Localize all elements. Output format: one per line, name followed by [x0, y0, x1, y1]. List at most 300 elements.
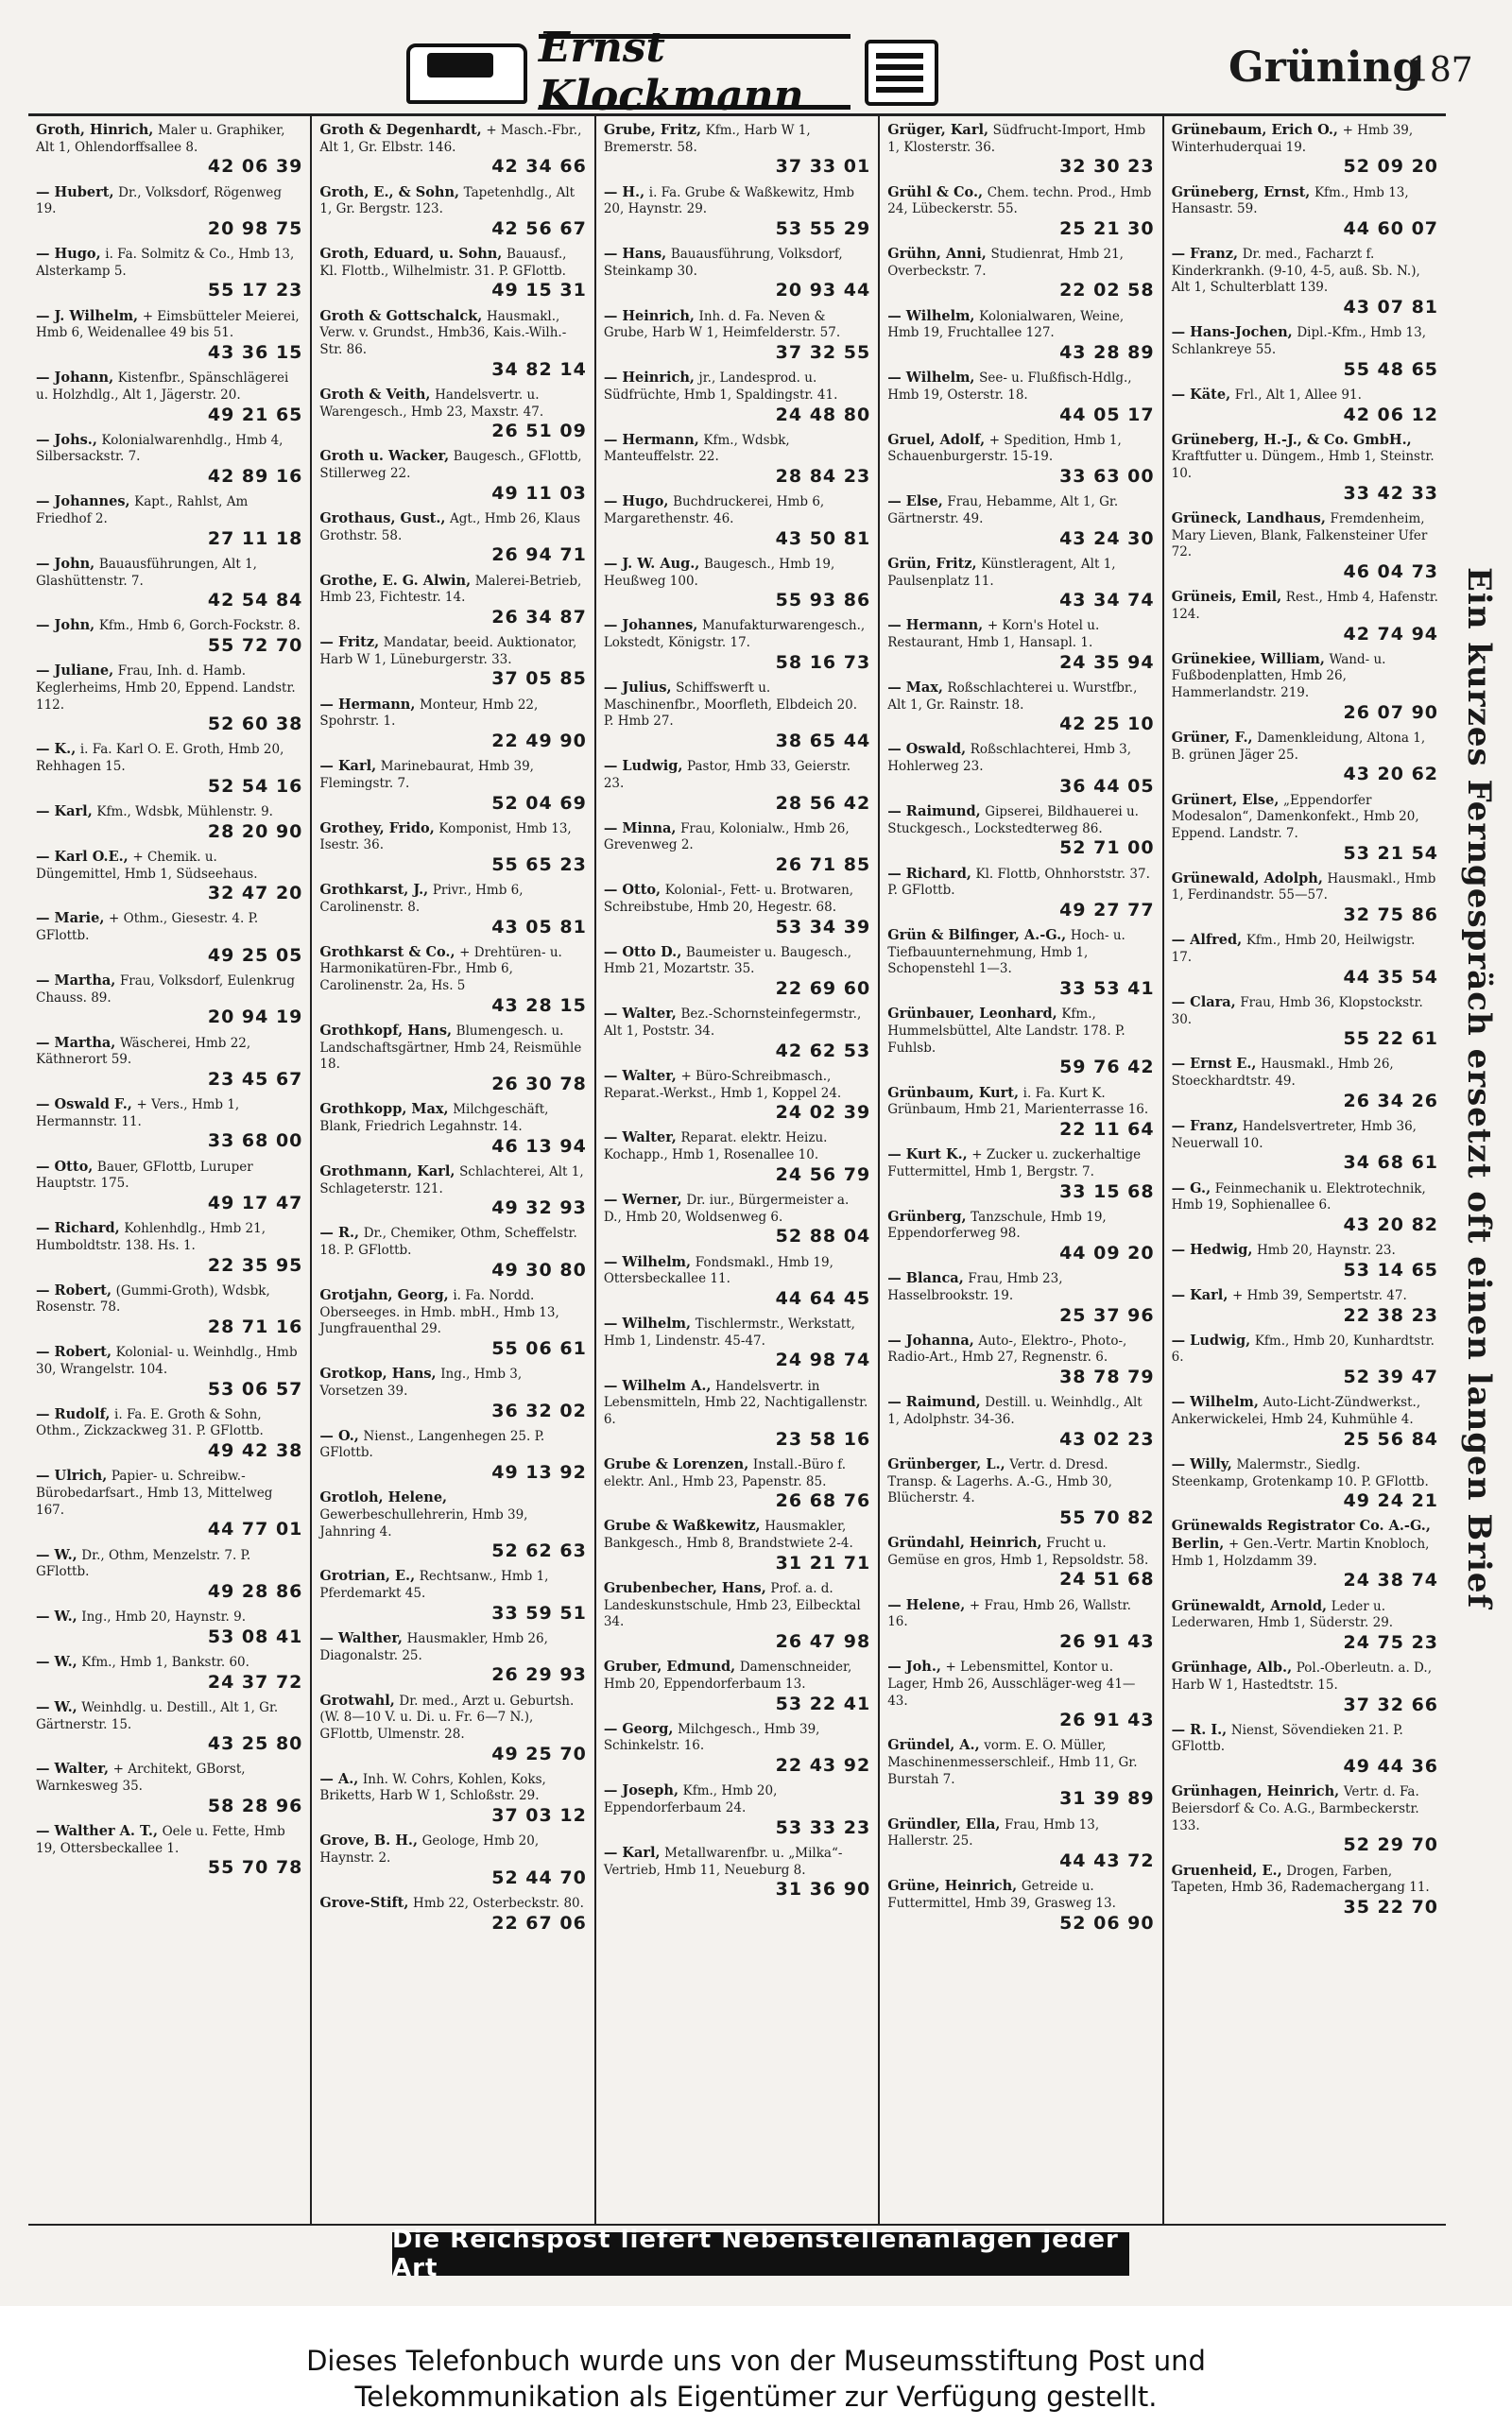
entry-phone: 42 56 67	[491, 217, 587, 239]
entry-name: — W.,	[36, 1653, 77, 1670]
entry-detail: Kfm., Hummelsbüttel, Alte Landstr. 178. P. Fuhlsb.	[887, 1007, 1125, 1056]
entry-name: — Wilhelm,	[887, 307, 975, 324]
entry-phone: 52 04 69	[491, 792, 587, 814]
entry-detail: + Hmb 39, Winterhuderquai 19.	[1171, 123, 1414, 155]
directory-entry	[1172, 432, 1438, 505]
directory-entry	[1172, 1660, 1438, 1716]
directory-entry	[1172, 1242, 1438, 1282]
entry-name: Gruber, Edmund,	[603, 1659, 736, 1676]
entry-name: Groth, E., & Sohn,	[319, 183, 460, 200]
entry-detail: Monteur, Hmb 22, Spohrstr. 1.	[319, 697, 539, 730]
entry-phone: 24 35 94	[1059, 651, 1155, 673]
entry-name: — Walter,	[603, 1006, 677, 1023]
directory-entry	[1172, 994, 1438, 1051]
entry-name: — J. Wilhelm,	[36, 307, 139, 324]
entry-detail: i. Fa. Kurt K. Grünbaum, Hmb 21, Marienterrasse 16.	[887, 1085, 1149, 1118]
entry-name: — H.,	[603, 183, 645, 200]
directory-entry	[887, 432, 1154, 489]
entry-phone: 44 43 72	[1059, 1850, 1155, 1872]
directory-entry	[36, 122, 302, 179]
entry-detail: Bauausf., Kl. Flottb., Wilhelmistr. 31. P. GFlottb.	[319, 247, 567, 279]
directory-entry	[887, 803, 1154, 860]
entry-detail: + Spedition, Hmb 1, Schauenburgerstr. 15-19.	[887, 432, 1122, 465]
entry-name: Gründel, A.,	[887, 1737, 980, 1754]
directory-entry	[319, 1832, 586, 1889]
entry-detail: Frau, Hmb 23, Hasselbrookstr. 19.	[887, 1271, 1063, 1303]
entry-phone: 44 35 54	[1343, 966, 1439, 988]
entry-detail: Kl. Flottb, Ohnhorststr. 37. P. GFlottb.	[887, 866, 1150, 899]
directory-entry	[36, 617, 302, 657]
directory-entry	[1172, 246, 1438, 318]
entry-detail: Kfm., Hmb 20, Kunhardtstr. 6.	[1171, 1333, 1435, 1366]
entry-detail: Install.-Büro f. elektr. Anl., Hmb 23, Papenstr. 85.	[603, 1456, 847, 1489]
entry-detail: Kfm., Wdsbk, Mühlenstr. 9.	[96, 804, 273, 820]
entry-detail: + Architekt, GBorst, Warnkesweg 35.	[36, 1762, 246, 1795]
entry-phone: 24 56 79	[775, 1163, 871, 1185]
entry-phone: 49 25 05	[207, 944, 303, 966]
entry-detail: Fondsmakl., Hmb 19, Ottersbeckallee 11.	[603, 1254, 833, 1287]
entry-phone: 52 62 63	[491, 1540, 587, 1562]
entry-detail: Hmb 22, Osterbeckstr. 80.	[413, 1895, 584, 1911]
entry-name: — Georg,	[603, 1720, 674, 1737]
entry-phone: 55 48 65	[1343, 358, 1439, 380]
entry-phone: 52 39 47	[1343, 1367, 1439, 1388]
entry-detail: Chem. techn. Prod., Hmb 24, Lübeckerstr. 55.	[887, 184, 1152, 217]
entry-phone: 44 60 07	[1343, 217, 1439, 239]
entry-name: — Blanca,	[887, 1270, 964, 1287]
entry-detail: Malerei-Betrieb, Hmb 23, Fichtestr. 14.	[319, 573, 582, 606]
entry-phone: 22 67 06	[491, 1912, 587, 1934]
entry-detail: Prof. a. d. Landeskunstschule, Hmb 23, Eilbecktal 34.	[603, 1580, 861, 1630]
directory-entry	[604, 1518, 870, 1574]
entry-phone: 46 04 73	[1343, 561, 1439, 583]
entry-name: — Fritz,	[319, 634, 380, 651]
entry-phone: 26 51 09	[491, 421, 587, 442]
directory-entry	[36, 308, 302, 365]
entry-detail: Südfrucht-Import, Hmb 1, Klosterstr. 36.	[887, 123, 1146, 155]
entry-name: Groth, Eduard, u. Sohn,	[319, 246, 503, 263]
entry-phone: 20 93 44	[775, 280, 871, 301]
entry-phone: 26 07 90	[1343, 701, 1439, 723]
entry-detail: Manufakturwarengesch., Lokstedt, Königstr. 17.	[603, 618, 866, 651]
entry-name: — Alfred,	[1171, 932, 1243, 949]
directory-entry	[36, 556, 302, 612]
directory-entry	[604, 1378, 870, 1451]
entry-detail: Kolonialwaren, Weine, Hmb 19, Fruchtallee 127.	[887, 308, 1125, 341]
entry-detail: „Eppendorfer Modesalon“, Damenkonfekt., Hmb 20, Eppend. Landstr. 7.	[1171, 792, 1419, 841]
entry-phone: 32 30 23	[1059, 156, 1155, 178]
entry-detail: vorm. E. O. Müller, Maschinenmesserschleif., Hmb 11, Gr. Burstah 7.	[887, 1738, 1138, 1787]
directory-entry	[1172, 1394, 1438, 1451]
entry-detail: Schiffswerft u. Maschinenfbr., Moorfleth, Elbdeich 20. P. Hmb 27.	[603, 680, 858, 730]
directory-entry	[604, 617, 870, 674]
entry-detail: Frau, Hmb 36, Klopstockstr. 30.	[1171, 994, 1423, 1027]
entry-detail: Oele u. Fette, Hmb 19, Ottersbeckallee 1.	[36, 1823, 285, 1856]
entry-phone: 49 44 36	[1343, 1756, 1439, 1778]
entry-phone: 53 21 54	[1343, 842, 1439, 864]
directory-entry	[319, 1568, 586, 1625]
directory-entry	[1172, 1180, 1438, 1237]
entry-detail: Dr. iur., Bürgermeister a. D., Hmb 20, Woldsenweg 6.	[603, 1192, 850, 1225]
entry-name: — Otto,	[36, 1158, 94, 1175]
entry-phone: 42 06 39	[207, 156, 303, 178]
entry-detail: Frau, Kolonialw., Hmb 26, Grevenweg 2.	[603, 820, 850, 853]
entry-phone: 49 32 93	[491, 1197, 587, 1219]
entry-phone: 55 70 78	[207, 1857, 303, 1879]
directory-entry	[1172, 122, 1438, 179]
directory-entry	[1172, 1722, 1438, 1779]
entry-detail: Frl., Alt 1, Allee 91.	[1234, 387, 1362, 403]
directory-entry	[319, 184, 586, 241]
entry-detail: + Eimsbütteler Meierei, Hmb 6, Weidenallee 49 bis 51.	[36, 308, 300, 341]
entry-detail: Kfm., Wdsbk, Manteuffelstr. 22.	[603, 432, 790, 465]
entry-phone: 25 21 30	[1059, 217, 1155, 239]
entry-phone: 52 09 20	[1343, 156, 1439, 178]
ledger-icon	[865, 40, 938, 106]
entry-detail: Auto-, Elektro-, Photo-, Radio-Art., Hmb 27, Regnenstr. 6.	[887, 1333, 1127, 1366]
entry-name: Grünbauer, Leonhard,	[887, 1006, 1057, 1023]
entry-phone: 43 20 62	[1343, 764, 1439, 785]
entry-phone: 28 56 42	[775, 792, 871, 814]
entry-name: — Walter,	[36, 1761, 110, 1778]
directory-entry	[319, 697, 586, 753]
page-header	[28, 24, 1473, 120]
directory-entry	[319, 1630, 586, 1687]
entry-detail: i. Fa. Karl O. E. Groth, Hmb 20, Rehhagen 15.	[36, 742, 284, 775]
entry-phone: 52 71 00	[1059, 837, 1155, 859]
entry-detail: + Büro-Schreibmasch., Reparat.-Werkst., Hmb 1, Koppel 24.	[603, 1068, 842, 1101]
entry-phone: 43 20 82	[1343, 1213, 1439, 1235]
directory-entry	[319, 1489, 586, 1562]
directory-entry	[887, 741, 1154, 798]
directory-entry	[1172, 870, 1438, 927]
entry-phone: 49 24 21	[1343, 1490, 1439, 1512]
entry-detail: Frau, Hmb 13, Hallerstr. 25.	[887, 1816, 1100, 1850]
entry-name: Grünewalds Registrator Co. A.-G., Berlin,	[1171, 1518, 1431, 1553]
entry-detail: Damenkleidung, Altona 1, B. grünen Jäger 25.	[1171, 730, 1426, 763]
entry-phone: 32 47 20	[207, 883, 303, 904]
entry-detail: Roßschlachterei u. Wurstfbr., Alt 1, Gr. Rainstr. 18.	[887, 680, 1138, 713]
entry-name: — O.,	[319, 1427, 359, 1444]
entry-phone: 28 84 23	[775, 466, 871, 488]
directory-entry	[604, 493, 870, 550]
entry-phone: 55 17 23	[207, 280, 303, 301]
entry-detail: Frucht u. Gemüse en gros, Hmb 1, Repsoldstr. 58.	[887, 1536, 1149, 1568]
directory-entry	[604, 1659, 870, 1715]
entry-detail: Bauausführungen, Alt 1, Glashüttenstr. 7.	[36, 556, 257, 589]
entry-detail: Wäscherei, Hmb 22, Käthnerort 59.	[36, 1035, 251, 1068]
entry-phone: 53 06 57	[207, 1378, 303, 1400]
directory-entry	[604, 1782, 870, 1839]
directory-entry	[1172, 1287, 1438, 1327]
entry-detail: Gipserei, Bildhauerei u. Stuckgesch., Lockstedterweg 86.	[887, 804, 1139, 836]
entry-name: — W.,	[36, 1609, 77, 1626]
entry-phone: 52 60 38	[207, 714, 303, 735]
entry-name: Grothkopf, Hans,	[319, 1023, 453, 1040]
entry-phone: 49 11 03	[491, 482, 587, 504]
entry-name: Grubenbecher, Hans,	[603, 1579, 766, 1596]
entry-phone: 38 65 44	[775, 730, 871, 751]
entry-name: Grüneberg, Ernst,	[1171, 183, 1311, 200]
entry-phone: 33 68 00	[207, 1130, 303, 1152]
directory-entry	[36, 1096, 302, 1153]
directory-entry	[887, 556, 1154, 612]
entry-name: — Wilhelm,	[603, 1253, 692, 1270]
entry-name: — Karl,	[319, 758, 377, 775]
directory-entry	[604, 184, 870, 241]
directory-entry	[36, 1035, 302, 1092]
entry-detail: Bez.-Schornsteinfegermstr., Alt 1, Poststr. 34.	[603, 1007, 862, 1040]
entry-phone: 53 22 41	[775, 1693, 871, 1714]
entry-phone: 55 06 61	[491, 1337, 587, 1359]
directory-entry	[887, 1878, 1154, 1935]
directory-entry	[36, 184, 302, 241]
entry-name: — Julius,	[603, 679, 672, 696]
entry-phone: 37 32 55	[775, 342, 871, 364]
directory-entry	[36, 1406, 302, 1463]
directory-entry	[887, 1085, 1154, 1142]
entry-phone: 42 74 94	[1343, 623, 1439, 645]
entry-name: Grotjahn, Georg,	[319, 1286, 449, 1303]
entry-phone: 28 71 16	[207, 1316, 303, 1338]
entry-name: — J. W. Aug.,	[603, 555, 700, 572]
entry-name: Grotwahl,	[319, 1692, 395, 1709]
directory-entry	[319, 246, 586, 302]
entry-detail: Getreide u. Futtermittel, Hmb 39, Grasweg 13.	[887, 1879, 1116, 1911]
entry-phone: 22 11 64	[1059, 1118, 1155, 1140]
entry-detail: Weinhdlg. u. Destill., Alt 1, Gr. Gärtnerstr. 15.	[36, 1699, 279, 1732]
directory-entry	[604, 1254, 870, 1311]
directory-entry	[604, 556, 870, 612]
entry-phone: 37 05 85	[491, 668, 587, 690]
entry-detail: Vertr. d. Fa. Beiersdorf & Co. A.G., Barmbeckerstr. 133.	[1171, 1784, 1419, 1833]
entry-detail: i. Fa. Solmitz & Co., Hmb 13, Alsterkamp 5.	[36, 247, 295, 279]
entry-name: — Hubert,	[36, 183, 114, 200]
entry-name: Grünebaum, Erich O.,	[1171, 122, 1338, 138]
directory-entry	[319, 387, 586, 443]
entry-detail: Kolonialwarenhdlg., Hmb 4, Silbersackstr. 7.	[36, 432, 284, 465]
entry-phone: 22 49 90	[491, 730, 587, 751]
entry-phone: 43 24 30	[1059, 527, 1155, 549]
entry-phone: 24 48 80	[775, 404, 871, 425]
entry-detail: Agt., Hmb 26, Klaus Grothstr. 58.	[319, 510, 581, 543]
entry-phone: 53 14 65	[1343, 1259, 1439, 1281]
directory-entry	[887, 617, 1154, 674]
entry-detail: Kraftfutter u. Düngem., Hmb 1, Steinstr. 10.	[1171, 449, 1435, 482]
entry-name: — Hermann,	[319, 696, 416, 713]
entry-phone: 55 65 23	[491, 854, 587, 876]
directory-entry	[319, 1771, 586, 1828]
entry-name: — W.,	[36, 1698, 77, 1715]
entry-phone: 26 68 76	[775, 1490, 871, 1512]
entry-phone: 55 22 61	[1343, 1028, 1439, 1050]
directory-entry	[604, 432, 870, 489]
entry-phone: 43 28 89	[1059, 342, 1155, 364]
entry-detail: Frau, Hebamme, Alt 1, Gr. Gärtnerstr. 49.	[887, 494, 1119, 526]
entry-name: — Karl,	[603, 1844, 661, 1861]
entry-phone: 25 37 96	[1059, 1304, 1155, 1326]
entry-detail: Dipl.-Kfm., Hmb 13, Schlankreye 55.	[1171, 325, 1427, 358]
entry-name: — Martha,	[36, 1034, 116, 1051]
directory-entry	[1172, 589, 1438, 645]
entry-detail: + Korn's Hotel u. Restaurant, Hmb 1, Hansapl. 1.	[887, 618, 1100, 651]
entry-name: — Hans-Jochen,	[1171, 324, 1293, 341]
entry-phone: 31 21 71	[775, 1552, 871, 1574]
entry-phone: 37 03 12	[491, 1805, 587, 1827]
entry-phone: 55 72 70	[207, 635, 303, 657]
entry-detail: Ing., Hmb 3, Vorsetzen 39.	[319, 1367, 523, 1399]
entry-name: — Walther A. T.,	[36, 1822, 158, 1839]
directory-entry	[887, 184, 1154, 241]
entry-name: — Wilhelm,	[603, 1316, 692, 1333]
entry-name: Grünberg,	[887, 1208, 967, 1225]
entry-phone: 43 28 15	[491, 994, 587, 1016]
entry-detail: Komponist, Hmb 13, Isestr. 36.	[319, 820, 572, 853]
entry-phone: 49 30 80	[491, 1259, 587, 1281]
entry-name: — Ludwig,	[603, 758, 683, 775]
reichspost-banner: Die Reichspost liefert Nebenstellenanlagen jeder Art	[392, 2232, 1129, 2276]
entry-phone: 26 30 78	[491, 1074, 587, 1095]
entry-phone: 43 25 80	[207, 1733, 303, 1755]
entry-name: — Max,	[887, 679, 943, 696]
entry-phone: 24 98 74	[775, 1350, 871, 1371]
entry-detail: + Frau, Hmb 26, Wallstr. 16.	[887, 1597, 1131, 1630]
entry-name: — Johannes,	[36, 493, 130, 510]
directory-entry	[319, 944, 586, 1017]
entry-phone: 36 44 05	[1059, 775, 1155, 797]
entry-detail: Tischlermstr., Werkstatt, Hmb 1, Lindenstr. 45-47.	[603, 1316, 855, 1349]
entry-phone: 42 62 53	[775, 1040, 871, 1061]
side-slogan: Ein kurzes Ferngespräch ersetzt oft einen langen Brief	[1460, 567, 1498, 1609]
entry-detail: Nienst, Sövendieken 21. P. GFlottb.	[1171, 1722, 1403, 1755]
directory-entry	[36, 1654, 302, 1694]
directory-entry	[36, 910, 302, 967]
entry-name: — Wilhelm A.,	[603, 1377, 712, 1394]
directory-entry	[36, 1547, 302, 1604]
entry-phone: 55 93 86	[775, 590, 871, 611]
entry-detail: Frau, Volksdorf, Eulenkrug Chauss. 89.	[36, 972, 295, 1006]
entry-detail: Kfm., Hmb 6, Gorch-Fockstr. 8.	[98, 618, 301, 634]
entry-detail: Drogen, Farben, Tapeten, Hmb 36, Rademachergang 11.	[1171, 1863, 1430, 1896]
entry-phone: 52 29 70	[1343, 1834, 1439, 1856]
directory-entry	[604, 1580, 870, 1653]
entry-phone: 49 15 31	[491, 280, 587, 301]
entry-name: Grove, B. H.,	[319, 1832, 418, 1850]
entry-detail: Handelsvertr. in Lebensmitteln, Hmb 22, Nachtigallenstr. 6.	[603, 1378, 868, 1427]
directory-entry	[1172, 1863, 1438, 1919]
entry-phone: 43 02 23	[1059, 1428, 1155, 1450]
entry-detail: See- u. Flußfisch-Hdlg., Hmb 19, Osterstr. 18.	[887, 370, 1132, 403]
directory-entry	[604, 308, 870, 365]
entry-detail: Gewerbeschullehrerin, Hmb 39, Jahnring 4.	[319, 1506, 528, 1540]
entry-detail: Tapetenhdlg., Alt 1, Gr. Bergstr. 123.	[319, 184, 576, 217]
entry-detail: Reparat. elektr. Heizu. Kochapp., Hmb 1, Rosenallee 10.	[603, 1130, 828, 1163]
entry-name: — K.,	[36, 741, 77, 758]
entry-detail: Hoch- u. Tiefbauunternehmung, Hmb 1, Schopenstehl 1—3.	[887, 928, 1125, 977]
entry-name: Grüneberg, H.-J., & Co. GmbH.,	[1171, 431, 1412, 448]
entry-detail: Roßschlachterei, Hmb 3, Hohlerweg 23.	[887, 742, 1132, 775]
entry-name: Grothmann, Karl,	[319, 1162, 455, 1179]
entry-name: Grünberger, L.,	[887, 1455, 1005, 1472]
entry-detail: Leder u. Lederwaren, Hmb 1, Süderstr. 29.	[1171, 1598, 1394, 1631]
directory-entry	[604, 758, 870, 815]
entry-detail: + Chemik. u. Düngemittel, Hmb 1, Südseehaus.	[36, 849, 258, 882]
entry-detail: Maler u. Graphiker, Alt 1, Ohlendorffsallee 8.	[36, 123, 285, 155]
entry-name: Grühn, Anni,	[887, 246, 987, 263]
entry-detail: Kistenfbr., Spänschlägerei u. Holzhdlg., Alt 1, Jägerstr. 20.	[36, 370, 289, 403]
entry-phone: 31 39 89	[1059, 1788, 1155, 1810]
entry-detail: Baugesch., Hmb 19, Heußweg 100.	[603, 556, 835, 589]
entry-phone: 55 70 82	[1059, 1506, 1155, 1528]
entry-name: — Marie,	[36, 910, 105, 927]
directory-entry	[1172, 1456, 1438, 1513]
entry-name: — Johs.,	[36, 431, 97, 448]
entry-phone: 22 69 60	[775, 978, 871, 1000]
directory-entry	[604, 370, 870, 426]
entry-detail: + Zucker u. zuckerhaltige Futtermittel, Hmb 1, Bergstr. 7.	[887, 1147, 1142, 1179]
entry-detail: Blumengesch. u. Landschaftsgärtner, Hmb 24, Reismühle 18.	[319, 1024, 582, 1073]
directory-entry	[887, 1737, 1154, 1810]
entry-name: — Martha,	[36, 972, 116, 989]
entry-name: — Clara,	[1171, 993, 1236, 1010]
entry-name: — Walter,	[603, 1129, 677, 1146]
entry-name: — Heinrich,	[603, 307, 695, 324]
entry-detail: Kfm., Hmb 20, Heilwigstr. 17.	[1171, 933, 1416, 965]
entry-name: Grün & Bilfinger, A.-G.,	[887, 927, 1067, 944]
entry-phone: 26 47 98	[775, 1631, 871, 1653]
entry-phone: 22 02 58	[1059, 280, 1155, 301]
entry-name: — Oswald,	[887, 741, 967, 758]
directory-entry	[604, 1456, 870, 1513]
column-3	[596, 116, 880, 2224]
directory-entry	[36, 1823, 302, 1880]
entry-name: Grotkop, Hans,	[319, 1366, 437, 1383]
directory-entry	[36, 1282, 302, 1339]
directory-entry	[1172, 184, 1438, 241]
directory-entry	[1172, 1598, 1438, 1655]
entry-phone: 24 75 23	[1343, 1632, 1439, 1654]
directory-entry	[887, 1456, 1154, 1529]
entry-phone: 43 07 81	[1343, 297, 1439, 318]
entry-detail: Frau, Inh. d. Hamb. Keglerheims, Hmb 20, Eppend. Landstr. 112.	[36, 663, 296, 713]
directory-entry	[604, 1006, 870, 1062]
directory-entry	[319, 1895, 586, 1935]
entry-phone: 31 36 90	[775, 1879, 871, 1901]
entry-name: Grüner, F.,	[1171, 729, 1253, 746]
entry-detail: Privr., Hmb 6, Carolinenstr. 8.	[319, 883, 524, 915]
directory-entry	[319, 308, 586, 381]
entry-name: — Wilhelm,	[887, 370, 975, 387]
entry-phone: 33 42 33	[1343, 482, 1439, 504]
entry-phone: 59 76 42	[1059, 1057, 1155, 1078]
column-5	[1164, 116, 1446, 2224]
entry-name: Grünhage, Alb.,	[1171, 1660, 1293, 1677]
entry-phone: 43 50 81	[775, 527, 871, 549]
directory-entry	[887, 1816, 1154, 1873]
entry-name: — Rudolf,	[36, 1405, 111, 1422]
entry-name: Grothey, Frido,	[319, 819, 435, 836]
entry-name: — Johanna,	[887, 1332, 974, 1349]
entry-name: — Werner,	[603, 1191, 682, 1208]
entry-name: — Hugo,	[603, 493, 669, 510]
directory-entry	[319, 1163, 586, 1220]
entry-name: — Käte,	[1171, 386, 1231, 403]
entry-detail: + Lebensmittel, Kontor u. Lager, Hmb 26, Ausschläger-weg 41—43.	[887, 1660, 1136, 1709]
entry-name: — Ludwig,	[1171, 1332, 1251, 1349]
entry-name: Groth & Veith,	[319, 386, 431, 403]
entry-phone: 20 98 75	[207, 217, 303, 239]
entry-detail: Nienst., Langenhegen 25. P. GFlottb.	[319, 1428, 545, 1461]
